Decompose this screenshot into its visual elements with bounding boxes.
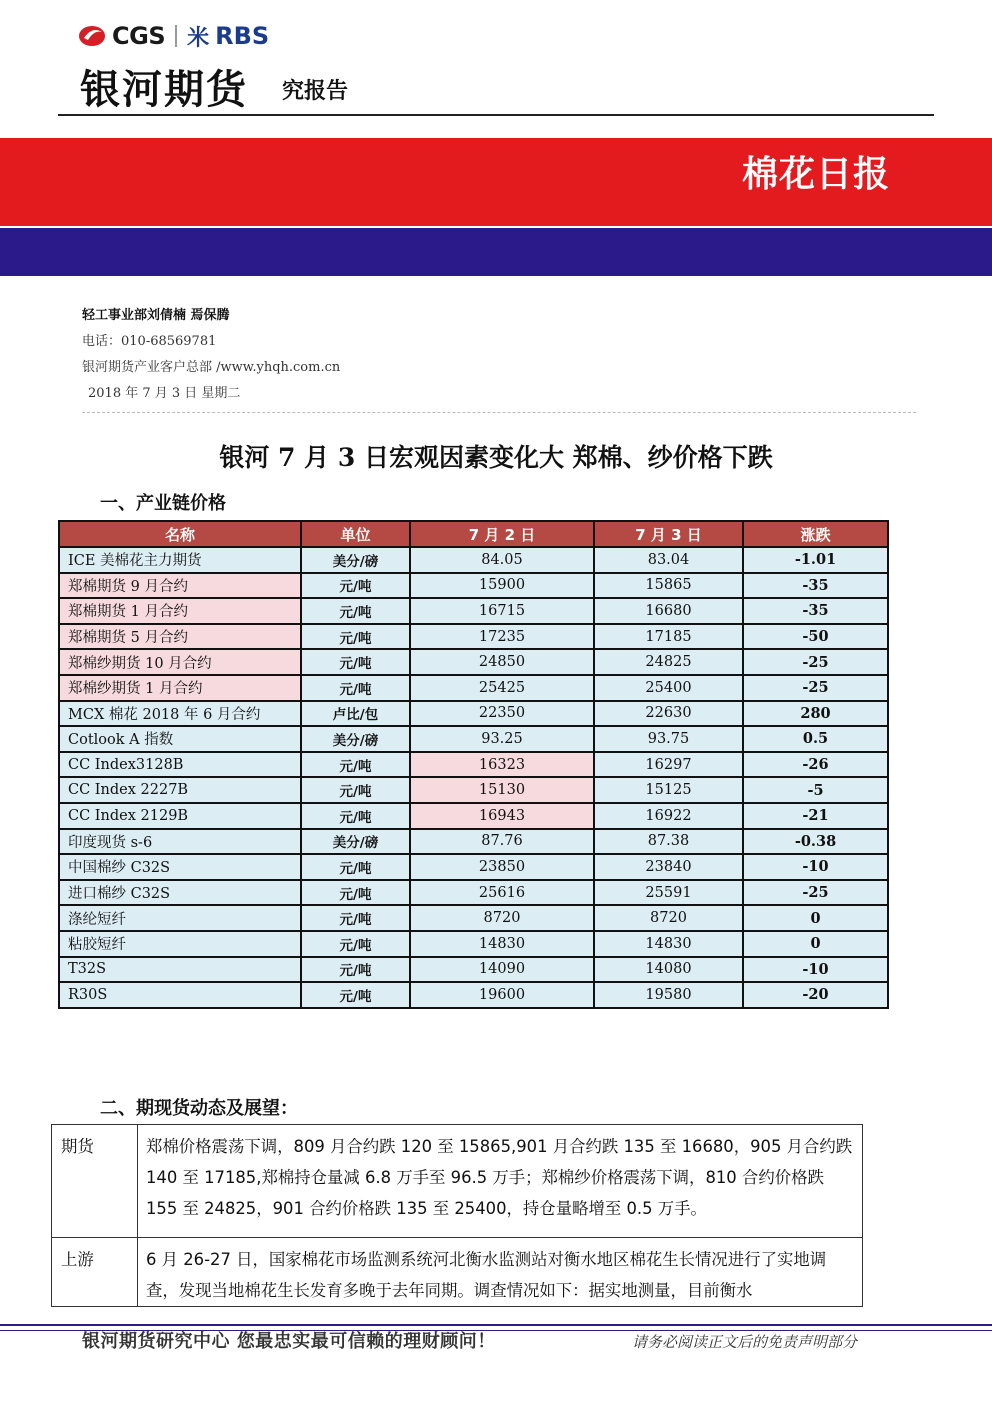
- table-row: [59, 931, 888, 957]
- cell-unit: 元/吨: [301, 573, 410, 599]
- date-line: 2018 年 7 月 3 日 星期二: [88, 386, 241, 401]
- outlook-label-upstream: 上游: [52, 1238, 138, 1307]
- cell-jul3: 16680: [594, 598, 743, 624]
- section-heading-outlook: 二、期现货动态及展望：: [100, 1098, 298, 1119]
- cell-unit: 卢比/包: [301, 701, 410, 727]
- cell-name: CC Index 2129B: [59, 803, 301, 829]
- table-row: [59, 701, 888, 727]
- cell-jul3: 83.04: [594, 547, 743, 573]
- cell-change: -26: [743, 752, 888, 778]
- cell-jul2: 14830: [410, 931, 594, 957]
- brand-logo: [78, 22, 269, 50]
- cell-name: 郑棉期货 5 月合约: [59, 624, 301, 650]
- report-type: 究报告: [282, 79, 349, 104]
- rbs-logo-icon: ⽶: [187, 25, 210, 51]
- cell-name: 粘胶短纤: [59, 931, 301, 957]
- cell-name: 印度现货 s-6: [59, 829, 301, 855]
- cell-change: -35: [743, 598, 888, 624]
- table-row: [59, 624, 888, 650]
- outlook-table: [51, 1124, 863, 1307]
- cell-change: -0.38: [743, 829, 888, 855]
- cell-unit: 元/吨: [301, 649, 410, 675]
- cell-name: 中国棉纱 C32S: [59, 854, 301, 880]
- cell-unit: 元/吨: [301, 803, 410, 829]
- outlook-row-futures: [52, 1125, 863, 1238]
- cell-change: -5: [743, 777, 888, 803]
- cell-change: 0.5: [743, 726, 888, 752]
- cell-jul3: 15125: [594, 777, 743, 803]
- cell-name: CC Index3128B: [59, 752, 301, 778]
- footer-rule: [0, 1324, 992, 1326]
- outlook-row-upstream: [52, 1238, 863, 1307]
- col-header-unit: 单位: [301, 521, 410, 547]
- cell-unit: 元/吨: [301, 675, 410, 701]
- outlook-text-futures: 郑棉价格震荡下调，809 月合约跌 120 至 15865,901 月合约跌 135 至 16680，905 月合约跌 140 至 17185,郑棉持仓量减 6.8 万手至 96.5 万手；郑棉纱价格震荡下调，810 合约价格跌 155 至 24825，901 合约价格跌 135 至 25400，持仓量略增至 0.5 万手。: [138, 1125, 863, 1238]
- cell-name: ICE 美棉花主力期货: [59, 547, 301, 573]
- cell-jul3: 16922: [594, 803, 743, 829]
- cell-change: -10: [743, 854, 888, 880]
- cell-jul3: 14080: [594, 957, 743, 983]
- table-row: [59, 982, 888, 1008]
- footer-slogan: 银河期货研究中心 您最忠实最可信赖的理财顾问！: [82, 1331, 496, 1352]
- table-row: [59, 880, 888, 906]
- table-row: [59, 803, 888, 829]
- cell-unit: 元/吨: [301, 752, 410, 778]
- cell-jul2: 15900: [410, 573, 594, 599]
- cell-unit: 美分/磅: [301, 726, 410, 752]
- col-header-change: 涨跌: [743, 521, 888, 547]
- cell-unit: 元/吨: [301, 854, 410, 880]
- table-row: [59, 598, 888, 624]
- cell-jul3: 15865: [594, 573, 743, 599]
- cell-change: -20: [743, 982, 888, 1008]
- cell-jul2: 16943: [410, 803, 594, 829]
- price-table-header: [59, 521, 888, 547]
- cell-unit: 元/吨: [301, 957, 410, 983]
- cell-name: R30S: [59, 982, 301, 1008]
- cell-change: -25: [743, 880, 888, 906]
- cell-jul3: 25400: [594, 675, 743, 701]
- cell-name: 郑棉纱期货 10 月合约: [59, 649, 301, 675]
- cell-change: 0: [743, 905, 888, 931]
- dashed-divider: [82, 412, 916, 413]
- table-row: [59, 726, 888, 752]
- cell-change: -1.01: [743, 547, 888, 573]
- cell-name: MCX 棉花 2018 年 6 月合约: [59, 701, 301, 727]
- col-header-jul2: 7 月 2 日: [410, 521, 594, 547]
- cell-name: Cotlook A 指数: [59, 726, 301, 752]
- cell-jul2: 22350: [410, 701, 594, 727]
- cell-name: 涤纶短纤: [59, 905, 301, 931]
- cell-name: CC Index 2227B: [59, 777, 301, 803]
- cell-jul3: 8720: [594, 905, 743, 931]
- cell-unit: 元/吨: [301, 982, 410, 1008]
- site-line: 银河期货产业客户总部 /www.yhqh.com.cn: [82, 360, 341, 375]
- table-row: [59, 854, 888, 880]
- table-row: [59, 675, 888, 701]
- table-row: [59, 649, 888, 675]
- cell-jul2: 8720: [410, 905, 594, 931]
- cell-name: 郑棉期货 9 月合约: [59, 573, 301, 599]
- cell-name: 郑棉期货 1 月合约: [59, 598, 301, 624]
- col-header-name: 名称: [59, 521, 301, 547]
- author-line: 轻工事业部刘倩楠 焉保腾: [82, 308, 230, 323]
- company-name: 银河期货: [80, 67, 248, 113]
- cell-unit: 元/吨: [301, 931, 410, 957]
- cell-change: -21: [743, 803, 888, 829]
- cell-jul2: 14090: [410, 957, 594, 983]
- cell-jul2: 25425: [410, 675, 594, 701]
- cgs-logo-icon: [78, 24, 106, 48]
- cell-jul3: 87.38: [594, 829, 743, 855]
- cell-name: 郑棉纱期货 1 月合约: [59, 675, 301, 701]
- cell-jul2: 24850: [410, 649, 594, 675]
- cell-jul3: 17185: [594, 624, 743, 650]
- banner-title: 棉花日报: [741, 154, 890, 195]
- cell-jul2: 23850: [410, 854, 594, 880]
- cell-change: 280: [743, 701, 888, 727]
- price-table: [58, 520, 889, 1009]
- table-row: [59, 829, 888, 855]
- cell-jul2: 84.05: [410, 547, 594, 573]
- cell-change: -50: [743, 624, 888, 650]
- outlook-text-upstream: 6 月 26-27 日，国家棉花市场监测系统河北衡水监测站对衡水地区棉花生长情况进行了实地调查，发现当地棉花生长发育多晚于去年同期。调查情况如下：据实地测量，目前衡水: [146, 1250, 827, 1300]
- cell-unit: 美分/磅: [301, 547, 410, 573]
- cell-jul2: 15130: [410, 777, 594, 803]
- table-row: [59, 752, 888, 778]
- cell-jul3: 24825: [594, 649, 743, 675]
- cell-jul2: 19600: [410, 982, 594, 1008]
- cell-name: 进口棉纱 C32S: [59, 880, 301, 906]
- blue-band: [0, 228, 992, 276]
- cell-jul2: 25616: [410, 880, 594, 906]
- cell-unit: 元/吨: [301, 880, 410, 906]
- cell-jul2: 16715: [410, 598, 594, 624]
- outlook-label-futures: 期货: [52, 1125, 138, 1238]
- cell-jul2: 17235: [410, 624, 594, 650]
- cell-jul2: 87.76: [410, 829, 594, 855]
- logo-rbs-text: RBS: [215, 22, 270, 50]
- cell-name: T32S: [59, 957, 301, 983]
- cell-change: -25: [743, 675, 888, 701]
- table-row: [59, 957, 888, 983]
- table-row: [59, 905, 888, 931]
- footer-disclaimer: 请务必阅读正文后的免责声明部分: [632, 1333, 858, 1351]
- cell-jul3: 16297: [594, 752, 743, 778]
- cell-jul3: 25591: [594, 880, 743, 906]
- cell-jul2: 16323: [410, 752, 594, 778]
- cell-change: -10: [743, 957, 888, 983]
- cell-jul3: 14830: [594, 931, 743, 957]
- cell-unit: 元/吨: [301, 598, 410, 624]
- logo-cgs-text: CGS: [112, 22, 166, 50]
- logo-separator: [175, 25, 177, 47]
- section-heading-prices: 一、产业链价格: [100, 493, 226, 514]
- cell-change: -25: [743, 649, 888, 675]
- phone-line: 电话：010-68569781: [82, 334, 217, 349]
- cell-jul3: 22630: [594, 701, 743, 727]
- cell-jul3: 23840: [594, 854, 743, 880]
- cell-unit: 元/吨: [301, 624, 410, 650]
- col-header-jul3: 7 月 3 日: [594, 521, 743, 547]
- cell-unit: 元/吨: [301, 777, 410, 803]
- cell-jul3: 19580: [594, 982, 743, 1008]
- cell-change: 0: [743, 931, 888, 957]
- table-row: [59, 573, 888, 599]
- cell-unit: 美分/磅: [301, 829, 410, 855]
- cell-jul3: 93.75: [594, 726, 743, 752]
- report-title: 银河 7 月 3 日宏观因素变化大 郑棉、纱价格下跌: [219, 443, 773, 472]
- cell-unit: 元/吨: [301, 905, 410, 931]
- cell-jul2: 93.25: [410, 726, 594, 752]
- header-divider: [58, 114, 934, 116]
- outlook-cell-upstream: [138, 1238, 863, 1307]
- table-row: [59, 547, 888, 573]
- cell-change: -35: [743, 573, 888, 599]
- table-row: [59, 777, 888, 803]
